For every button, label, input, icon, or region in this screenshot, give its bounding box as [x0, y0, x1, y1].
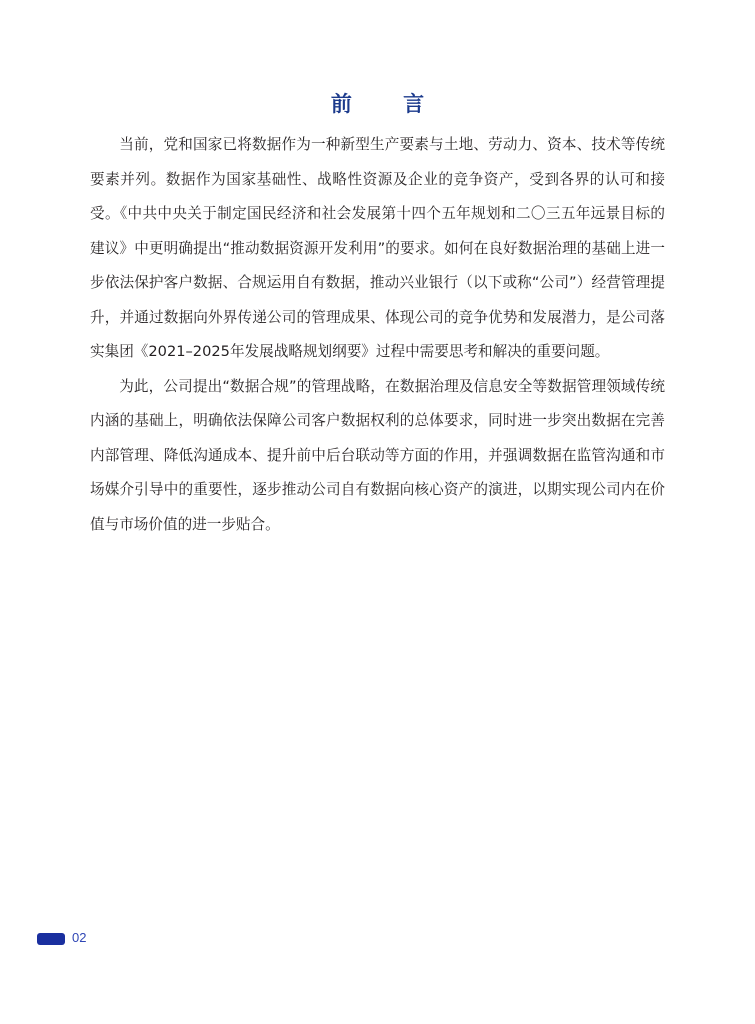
- paragraph-intro: 当前，党和国家已将数据作为一种新型生产要素与土地、劳动力、资本、技术等传统要素并列。数据作为国家基础性、战略性资源及企业的竞争资产，受到各界的认可和接受。《中共中央关于制定国民经济和社会发展第十四个五年规划和二〇三五年远景目标的建议》中更明确提出“推动数据资源开发利用”的要求。如何在良好数据治理的基础上进一步依法保护客户数据、合规运用自有数据，推动兴业银行（以下或称“公司”）经营管理提升，并通过数据向外界传递公司的管理成果、体现公司的竞争优势和发展潜力，是公司落实集团《2021–2025年发展战略规划纲要》过程中需要思考和解决的重要问题。: [90, 136, 665, 360]
- document-body: [90, 128, 665, 542]
- paragraph-strategy: 为此，公司提出“数据合规”的管理战略，在数据治理及信息安全等数据管理领域传统内涵的基础上，明确依法保障公司客户数据权利的总体要求，同时进一步突出数据在完善内部管理、降低沟通成本、提升前中后台联动等方面的作用，并强调数据在监管沟通和市场媒介引导中的重要性，逐步推动公司自有数据向核心资产的演进，以期实现公司内在价值与市场价值的进一步贴合。: [90, 377, 665, 533]
- page-marker-bar: [37, 933, 65, 945]
- page-title: 前 言: [330, 91, 447, 116]
- page-number: 02: [72, 930, 87, 945]
